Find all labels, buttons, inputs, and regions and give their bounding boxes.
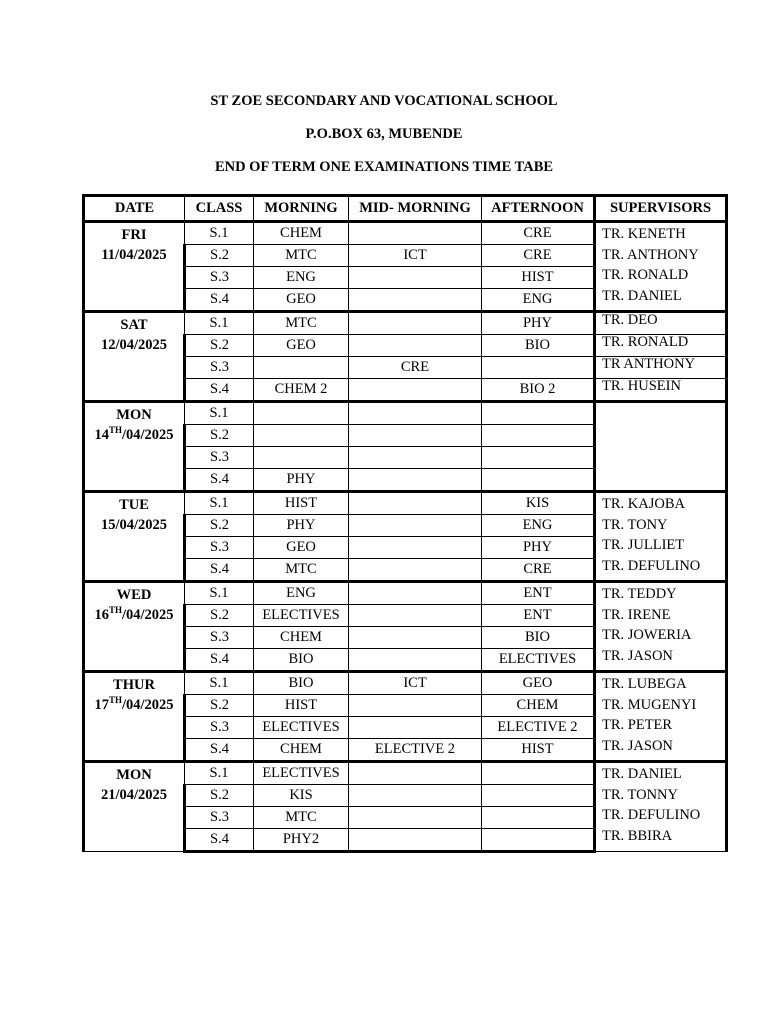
- morning-cell: CHEM: [254, 222, 349, 245]
- supervisors-cell: [595, 672, 727, 762]
- morning-cell: PHY: [254, 515, 349, 537]
- col-header-class: CLASS: [185, 196, 254, 222]
- col-header-supervisors: SUPERVISORS: [595, 196, 727, 222]
- morning-cell: GEO: [254, 335, 349, 357]
- class-cell: S.1: [185, 312, 254, 335]
- morning-cell: GEO: [254, 289, 349, 312]
- table-row: [84, 762, 727, 785]
- mid-morning-cell: [349, 447, 482, 469]
- mid-morning-cell: [349, 807, 482, 829]
- supervisor-name: TR. IRENE: [602, 606, 671, 623]
- mid-morning-cell: [349, 515, 482, 537]
- supervisor-name: TR. MUGENYI: [602, 696, 697, 713]
- mid-morning-cell: [349, 785, 482, 807]
- afternoon-cell: KIS: [482, 492, 595, 515]
- afternoon-cell: PHY: [482, 312, 595, 335]
- morning-cell: MTC: [254, 807, 349, 829]
- day-date: [85, 335, 183, 355]
- morning-cell: CHEM 2: [254, 379, 349, 402]
- morning-cell: PHY: [254, 469, 349, 492]
- morning-cell: [254, 425, 349, 447]
- mid-morning-cell: [349, 627, 482, 649]
- supervisor-name: TR. BBIRA: [602, 827, 673, 844]
- class-cell: S.2: [185, 605, 254, 627]
- morning-cell: ENG: [254, 582, 349, 605]
- mid-morning-cell: [349, 695, 482, 717]
- table-row: [84, 672, 727, 695]
- afternoon-cell: BIO 2: [482, 379, 595, 402]
- supervisors-cell: [595, 492, 727, 582]
- morning-cell: KIS: [254, 785, 349, 807]
- supervisor-name: TR. JASON: [602, 647, 673, 664]
- table-row: [84, 222, 727, 245]
- class-cell: S.4: [185, 559, 254, 582]
- morning-cell: ELECTIVES: [254, 717, 349, 739]
- morning-cell: MTC: [254, 245, 349, 267]
- mid-morning-cell: [349, 537, 482, 559]
- date-cell: [84, 672, 185, 762]
- mid-morning-cell: [349, 605, 482, 627]
- col-header-afternoon: AFTERNOON: [482, 196, 595, 222]
- mid-morning-cell: [349, 402, 482, 425]
- day-date: [85, 605, 183, 625]
- supervisor-name: TR. DEFULINO: [602, 807, 701, 823]
- supervisor-name: TR. TONY: [602, 516, 668, 533]
- afternoon-cell: ENG: [482, 515, 595, 537]
- date-ordinal: TH: [108, 605, 122, 616]
- afternoon-cell: ENT: [482, 582, 595, 605]
- morning-cell: PHY2: [254, 829, 349, 852]
- document-title: END OF TERM ONE EXAMINATIONS TIME TABE: [214, 159, 554, 175]
- class-cell: S.2: [185, 515, 254, 537]
- mid-morning-cell: [349, 425, 482, 447]
- class-cell: S.1: [185, 582, 254, 605]
- morning-cell: [254, 402, 349, 425]
- afternoon-cell: [482, 807, 595, 829]
- date-text: 16: [94, 607, 109, 623]
- afternoon-cell: [482, 762, 595, 785]
- header-row: [84, 196, 727, 222]
- table-row: [84, 582, 727, 605]
- afternoon-cell: CRE: [482, 245, 595, 267]
- supervisors-cell: [595, 222, 727, 312]
- day-date: [85, 785, 183, 805]
- supervisor-name: TR. TEDDY: [602, 586, 677, 602]
- morning-cell: GEO: [254, 537, 349, 559]
- afternoon-cell: [482, 469, 595, 492]
- table-row: [84, 402, 727, 425]
- afternoon-cell: PHY: [482, 537, 595, 559]
- day-date: [85, 245, 183, 265]
- mid-morning-cell: [349, 559, 482, 582]
- mid-morning-cell: [349, 335, 482, 357]
- school-address: P.O.BOX 63, MUBENDE: [305, 126, 463, 142]
- afternoon-cell: BIO: [482, 627, 595, 649]
- afternoon-cell: GEO: [482, 672, 595, 695]
- afternoon-cell: [482, 357, 595, 379]
- class-cell: S.1: [185, 672, 254, 695]
- mid-morning-cell: [349, 717, 482, 739]
- afternoon-cell: [482, 425, 595, 447]
- morning-cell: MTC: [254, 312, 349, 335]
- supervisors-cell: [595, 762, 727, 852]
- date-text: /04/2025: [121, 697, 174, 713]
- afternoon-cell: CRE: [482, 222, 595, 245]
- date-cell: [84, 222, 185, 312]
- class-cell: S.1: [185, 222, 254, 245]
- afternoon-cell: ENG: [482, 289, 595, 312]
- morning-cell: ELECTIVES: [254, 762, 349, 785]
- class-cell: S.3: [185, 267, 254, 289]
- class-cell: S.3: [185, 627, 254, 649]
- date-text: /04/2025: [121, 607, 174, 623]
- supervisor-cell: TR. HUSEIN: [595, 379, 727, 402]
- day-name: MON: [116, 767, 152, 783]
- date-text: 11/04/2025: [101, 247, 167, 263]
- class-cell: S.4: [185, 829, 254, 852]
- class-cell: S.2: [185, 785, 254, 807]
- supervisor-cell: TR. DEO: [595, 312, 727, 335]
- supervisor-cell: TR ANTHONY: [595, 357, 727, 379]
- mid-morning-cell: [349, 829, 482, 852]
- class-cell: S.2: [185, 245, 254, 267]
- afternoon-cell: [482, 829, 595, 852]
- morning-cell: BIO: [254, 672, 349, 695]
- mid-morning-cell: [349, 289, 482, 312]
- mid-morning-cell: ELECTIVE 2: [349, 739, 482, 762]
- class-cell: S.2: [185, 335, 254, 357]
- mid-morning-cell: CRE: [349, 357, 482, 379]
- supervisor-cell: TR. RONALD: [595, 335, 727, 357]
- class-cell: S.3: [185, 447, 254, 469]
- supervisor-name: TR. PETER: [602, 717, 673, 733]
- school-name: ST ZOE SECONDARY AND VOCATIONAL SCHOOL: [210, 93, 558, 109]
- mid-morning-cell: [349, 492, 482, 515]
- afternoon-cell: HIST: [482, 739, 595, 762]
- afternoon-cell: [482, 402, 595, 425]
- mid-morning-cell: [349, 312, 482, 335]
- afternoon-cell: CRE: [482, 559, 595, 582]
- morning-cell: ELECTIVES: [254, 605, 349, 627]
- supervisor-name: TR. KENETH: [602, 226, 686, 242]
- morning-cell: [254, 357, 349, 379]
- class-cell: S.3: [185, 357, 254, 379]
- afternoon-cell: HIST: [482, 267, 595, 289]
- table-row: [84, 492, 727, 515]
- morning-cell: HIST: [254, 492, 349, 515]
- class-cell: S.2: [185, 425, 254, 447]
- col-header-mid-morning: MID- MORNING: [349, 196, 482, 222]
- supervisors-cell: [595, 582, 727, 672]
- class-cell: S.3: [185, 537, 254, 559]
- supervisor-name: TR. TONNY: [602, 786, 678, 803]
- class-cell: S.2: [185, 695, 254, 717]
- mid-morning-cell: [349, 582, 482, 605]
- supervisor-name: TR. JULLIET: [602, 537, 685, 553]
- class-cell: S.1: [185, 492, 254, 515]
- morning-cell: HIST: [254, 695, 349, 717]
- date-cell: [84, 402, 185, 492]
- supervisor-name: TR. KAJOBA: [602, 496, 685, 512]
- day-date: [85, 425, 183, 445]
- date-text: /04/2025: [121, 427, 174, 443]
- supervisor-name: TR. LUBEGA: [602, 676, 687, 692]
- mid-morning-cell: ICT: [349, 245, 482, 267]
- afternoon-cell: [482, 447, 595, 469]
- date-text: 14: [94, 427, 109, 443]
- mid-morning-cell: ICT: [349, 672, 482, 695]
- supervisor-name: TR. ANTHONY: [602, 246, 699, 263]
- class-cell: S.4: [185, 289, 254, 312]
- date-cell: [84, 582, 185, 672]
- table-row: [84, 312, 727, 335]
- date-cell: [84, 492, 185, 582]
- date-text: 21/04/2025: [100, 787, 168, 803]
- day-name: WED: [116, 587, 152, 603]
- timetable-body: [84, 222, 727, 852]
- timetable: [82, 194, 728, 853]
- supervisor-name: TR. DANIEL: [602, 766, 682, 782]
- day-date: [85, 695, 183, 715]
- class-cell: S.4: [185, 469, 254, 492]
- afternoon-cell: [482, 785, 595, 807]
- col-header-date: DATE: [84, 196, 185, 222]
- class-cell: S.1: [185, 402, 254, 425]
- morning-cell: [254, 447, 349, 469]
- mid-morning-cell: [349, 649, 482, 672]
- day-name: THUR: [113, 677, 155, 693]
- day-name: SAT: [120, 317, 148, 333]
- morning-cell: CHEM: [254, 627, 349, 649]
- class-cell: S.4: [185, 649, 254, 672]
- class-cell: S.3: [185, 807, 254, 829]
- date-text: 17: [94, 697, 109, 713]
- day-name: TUE: [119, 497, 149, 513]
- day-name: FRI: [121, 227, 147, 243]
- date-text: 12/04/2025: [100, 337, 168, 353]
- supervisor-name: TR. DEFULINO: [602, 557, 701, 574]
- morning-cell: ENG: [254, 267, 349, 289]
- mid-morning-cell: [349, 222, 482, 245]
- afternoon-cell: ELECTIVE 2: [482, 717, 595, 739]
- mid-morning-cell: [349, 267, 482, 289]
- date-text: 15/04/2025: [100, 517, 168, 533]
- afternoon-cell: ELECTIVES: [482, 649, 595, 672]
- col-header-morning: MORNING: [254, 196, 349, 222]
- supervisor-name: TR. DANIEL: [602, 287, 682, 304]
- afternoon-cell: BIO: [482, 335, 595, 357]
- mid-morning-cell: [349, 469, 482, 492]
- class-cell: S.1: [185, 762, 254, 785]
- mid-morning-cell: [349, 762, 482, 785]
- supervisor-name: TR. JASON: [602, 737, 673, 754]
- day-date: [85, 515, 183, 535]
- date-ordinal: TH: [108, 425, 122, 436]
- class-cell: S.4: [185, 379, 254, 402]
- class-cell: S.3: [185, 717, 254, 739]
- date-cell: [84, 762, 185, 852]
- supervisors-cell: [595, 402, 727, 492]
- morning-cell: MTC: [254, 559, 349, 582]
- mid-morning-cell: [349, 379, 482, 402]
- morning-cell: CHEM: [254, 739, 349, 762]
- class-cell: S.4: [185, 739, 254, 762]
- date-cell: [84, 312, 185, 402]
- afternoon-cell: ENT: [482, 605, 595, 627]
- date-ordinal: TH: [108, 695, 122, 706]
- supervisor-name: TR. RONALD: [602, 267, 689, 283]
- afternoon-cell: CHEM: [482, 695, 595, 717]
- supervisor-name: TR. JOWERIA: [602, 627, 692, 643]
- day-name: MON: [116, 407, 152, 423]
- morning-cell: BIO: [254, 649, 349, 672]
